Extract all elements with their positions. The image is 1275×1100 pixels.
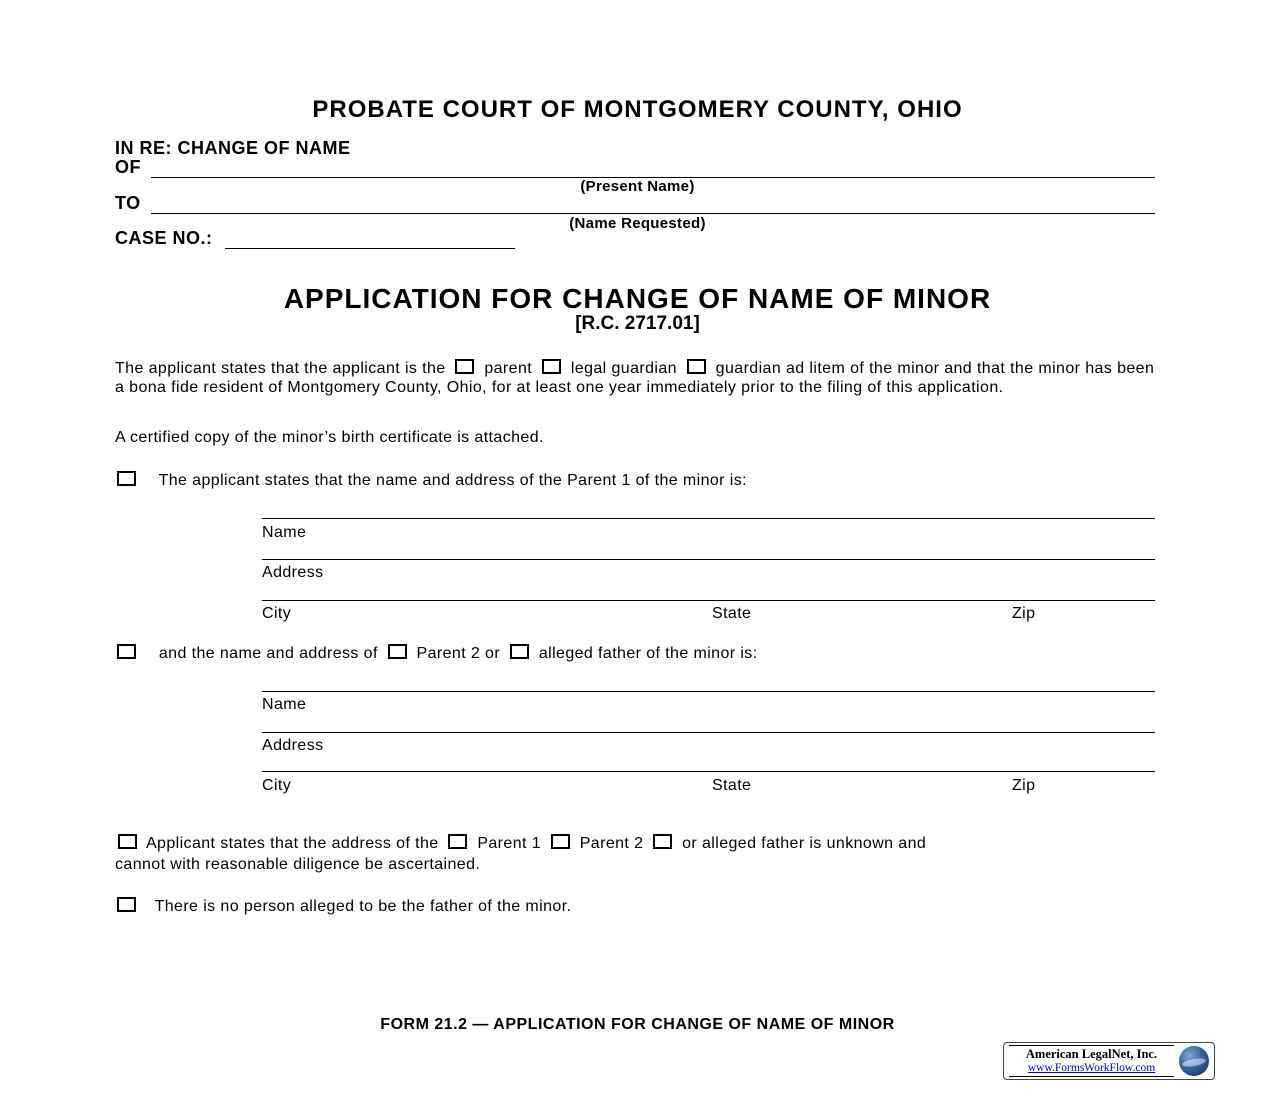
parent2-info-checkbox[interactable]: [117, 644, 136, 659]
parent2-name-label: Name: [262, 696, 307, 713]
name-requested-row: [115, 192, 1155, 214]
form-reference-footer: FORM 21.2 — APPLICATION FOR CHANGE OF NAME OF MINOR: [380, 1016, 895, 1033]
unknown-address-section: [115, 833, 1160, 875]
intro-text-before: The applicant states that the applicant is the: [115, 360, 446, 377]
parent1-zip-label: Zip: [1012, 605, 1036, 622]
legal-guardian-checkbox[interactable]: [542, 359, 561, 374]
legalnet-text-block: [1009, 1045, 1174, 1077]
parent1-info-checkbox[interactable]: [117, 471, 136, 486]
parent2-text-before: and the name and address of: [158, 645, 378, 662]
parent2-info-section: [117, 644, 758, 663]
parent2-zip-label: Zip: [1012, 777, 1036, 794]
legal-guardian-option-label: legal guardian: [570, 360, 677, 377]
unknown-parent1-label: Parent 1: [477, 835, 541, 852]
birth-certificate-note: A certified copy of the minor’s birth certificate is attached.: [115, 429, 544, 446]
parent1-address-label: Address: [262, 564, 324, 581]
parent1-city-label: City: [262, 605, 292, 622]
no-father-statement: There is no person alleged to be the father of the minor.: [154, 898, 572, 915]
parent2-name-field[interactable]: [262, 691, 1155, 692]
no-father-checkbox[interactable]: [117, 897, 136, 912]
to-label: TO: [115, 193, 141, 213]
parent2-city-label: City: [262, 777, 292, 794]
parent2-state-label: State: [712, 777, 752, 794]
unknown-parent2-label: Parent 2: [579, 835, 644, 852]
guardian-ad-litem-checkbox[interactable]: [687, 359, 706, 374]
court-title: PROBATE COURT OF MONTGOMERY COUNTY, OHIO: [312, 96, 963, 123]
parent2-option-checkbox[interactable]: [388, 644, 407, 659]
present-name-row: [115, 156, 1155, 178]
parent1-state-label: State: [712, 605, 752, 622]
parent1-city-state-zip-field[interactable]: [262, 600, 1155, 601]
parent1-statement: The applicant states that the name and address of the Parent 1 of the minor is:: [158, 472, 747, 489]
in-re-heading: IN RE: CHANGE OF NAME: [115, 138, 351, 158]
legalnet-company-name: American LegalNet, Inc.: [1025, 1047, 1158, 1061]
parent1-name-label: Name: [262, 524, 307, 541]
unknown-address-text-before: Applicant states that the address of the: [145, 835, 439, 852]
statute-reference: [R.C. 2717.01]: [575, 313, 700, 334]
name-requested-input-line[interactable]: [151, 192, 1155, 214]
parent2-address-field[interactable]: [262, 732, 1155, 733]
parent1-address-field[interactable]: [262, 559, 1155, 560]
case-no-label: CASE NO.:: [115, 228, 213, 248]
globe-icon: [1179, 1046, 1209, 1076]
unknown-parent1-checkbox[interactable]: [448, 834, 467, 849]
present-name-caption: (Present Name): [580, 178, 695, 195]
unknown-address-text-line2: cannot with reasonable diligence be ascertained.: [115, 856, 481, 873]
parent2-city-state-zip-field[interactable]: [262, 771, 1155, 772]
parent1-name-field[interactable]: [262, 518, 1155, 519]
applicant-status-paragraph: [115, 359, 1160, 397]
unknown-address-text-after: or alleged father is unknown and: [682, 835, 927, 852]
name-requested-caption: (Name Requested): [569, 215, 706, 232]
parent-option-label: parent: [484, 360, 533, 377]
parent2-option-label: Parent 2 or: [416, 645, 501, 662]
present-name-input-line[interactable]: [151, 156, 1155, 178]
legalnet-logo-box: [1003, 1042, 1215, 1080]
case-number-row: [115, 227, 515, 249]
form-title: APPLICATION FOR CHANGE OF NAME OF MINOR: [283, 283, 992, 314]
parent-checkbox[interactable]: [455, 359, 474, 374]
no-father-section: [117, 897, 571, 916]
parent2-address-label: Address: [262, 737, 324, 754]
alleged-father-option-checkbox[interactable]: [510, 644, 529, 659]
parent1-info-section: [117, 471, 747, 490]
guardian-ad-litem-option-label: guardian ad litem: [715, 360, 846, 377]
unknown-address-checkbox[interactable]: [118, 834, 137, 849]
legalnet-url-link[interactable]: www.FormsWorkFlow.com: [1027, 1062, 1156, 1074]
unknown-alleged-father-checkbox[interactable]: [653, 834, 672, 849]
unknown-parent2-checkbox[interactable]: [551, 834, 570, 849]
case-no-input-line[interactable]: [225, 227, 515, 249]
intro-text-after: of the minor and that the minor has been a bona fide resident of Montgomery County, Ohio, for at least one year immediately prior to the filing of this application.: [115, 360, 1155, 396]
alleged-father-option-label: alleged father of the minor is:: [538, 645, 758, 662]
of-label: OF: [115, 157, 141, 177]
